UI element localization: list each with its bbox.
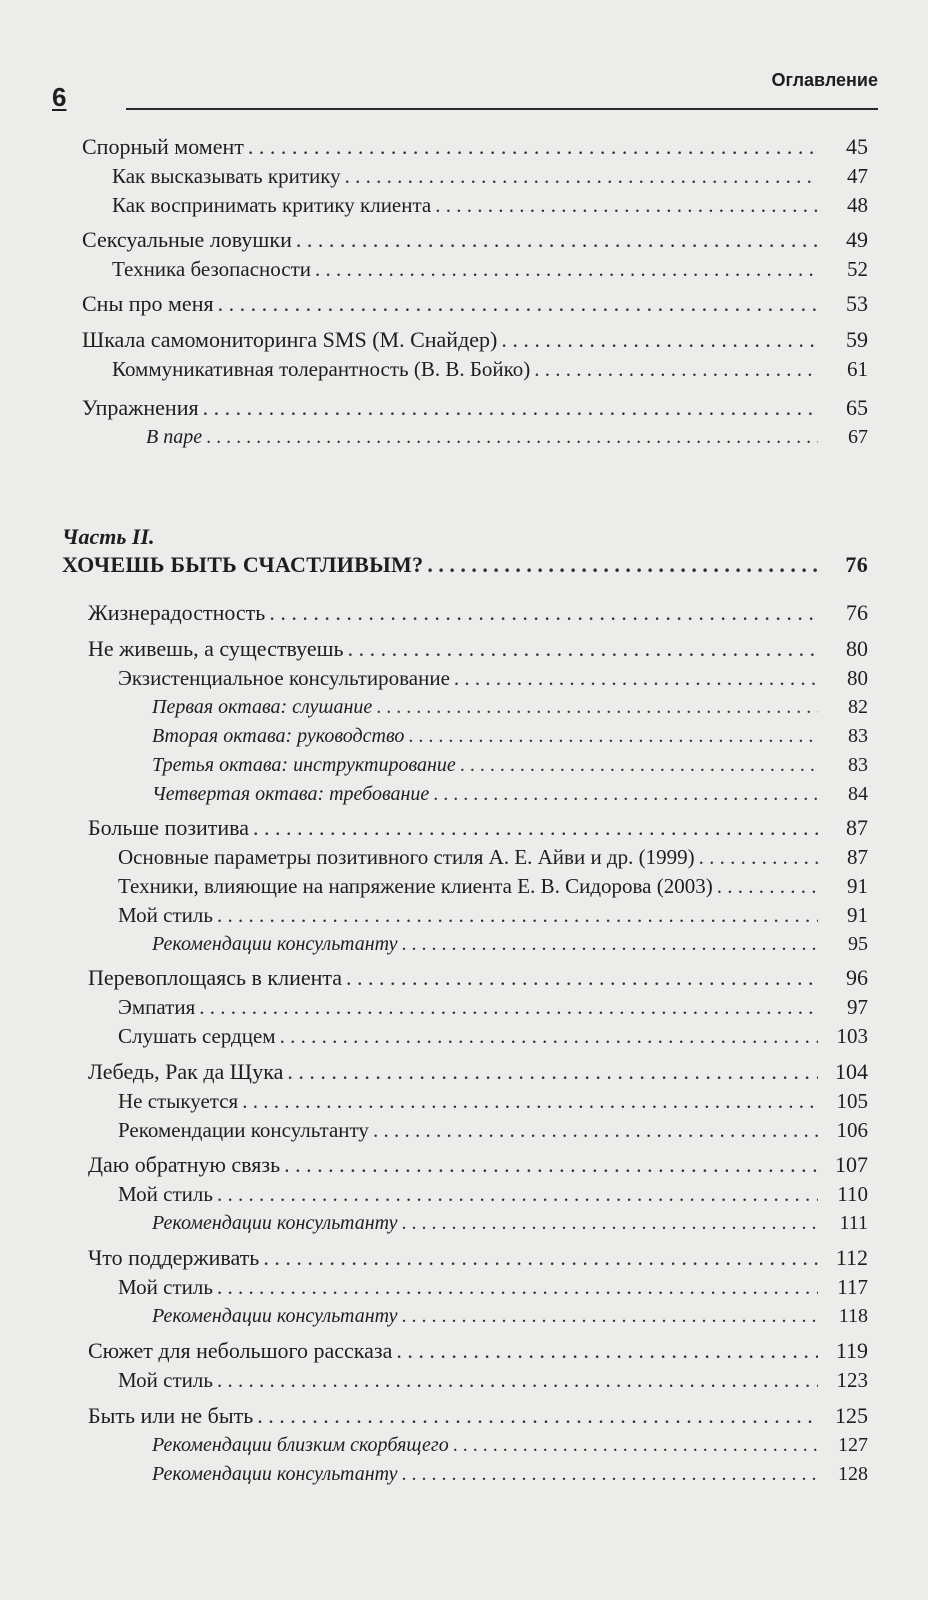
dot-leader [401,929,818,959]
dot-leader [242,1086,818,1116]
toc-entry-title: Рекомендации близким скорбящего [152,1434,449,1456]
dot-leader [217,1179,818,1209]
toc-entry-title: Мой стиль [118,1275,213,1299]
dot-leader [218,289,818,319]
toc-entry [118,1365,868,1395]
toc-entry-page: 59 [846,327,868,352]
toc-entry [118,1086,868,1116]
dot-leader [453,1430,818,1460]
toc-entry-page: 111 [839,1212,868,1234]
toc-entry [118,992,868,1022]
running-title: Оглавление [771,70,878,90]
toc-entry-title: Быть или не быть [88,1403,254,1428]
toc-entry-page: 119 [835,1338,868,1363]
dot-leader [287,1057,818,1087]
toc-entry [118,1021,868,1051]
toc-entry-title: Упражнения [82,395,199,420]
toc-entry [88,634,868,664]
toc-entry-title: Вторая октава: руководство [152,725,405,747]
toc-entry-page: 61 [847,357,868,381]
toc-entry-title: Слушать сердцем [118,1024,276,1048]
dot-leader [248,132,818,162]
toc-entry-page: 118 [838,1305,868,1327]
toc-entry-title: Как высказывать критику [112,164,341,188]
toc-entry [62,550,868,580]
toc-entry-title: Экзистенциальное консультирование [118,666,450,690]
toc-entry-title: Третья октава: инструктирование [152,754,456,776]
dot-leader [433,779,818,809]
toc-entry-title: Сюжет для небольшого рассказа [88,1338,393,1363]
toc-entry [82,325,868,355]
toc-entry-title: Первая октава: слушание [152,696,373,718]
toc-entry-page: 117 [837,1275,868,1299]
toc-entry-page: 87 [847,845,868,869]
toc-entry-title: В паре [146,426,203,448]
toc-entry-title: Мой стиль [118,1182,213,1206]
toc-entry-page: 96 [846,965,868,990]
toc-entry-page: 84 [848,783,868,805]
toc-entry-page: 47 [847,164,868,188]
toc-entry-title: Не живешь, а существуешь [88,636,344,661]
toc-entry-title: Эмпатия [118,995,196,1019]
dot-leader [206,422,818,452]
toc-entry-title: Шкала самомониторинга SMS (М. Снайдер) [82,327,498,352]
dot-leader [396,1336,818,1366]
toc-entry-title: Даю обратную связь [88,1152,281,1177]
toc-entry-page: 45 [846,134,868,159]
toc-entry [152,1430,868,1460]
dot-leader [217,1365,818,1395]
toc-entry [118,871,868,901]
toc-entry-title: Как воспринимать критику клиента [112,193,432,217]
toc-entry-title: Основные параметры позитивного стиля А. Е. Айви и др. (1999) [118,845,695,869]
toc-entry [152,750,868,780]
dot-leader [401,1459,818,1489]
toc-entry [146,422,868,452]
toc-entry [88,1057,868,1087]
toc-entry [152,1208,868,1238]
toc-entry [152,692,868,722]
dot-leader [401,1208,818,1238]
toc-entry-page: 110 [837,1182,868,1206]
toc-entry-title: Коммуникативная толерантность (В. В. Бойко) [112,357,531,381]
toc-entry-title: Техника безопасности [112,257,312,281]
toc-entry-title: Техники, влияющие на напряжение клиента Е. В. Сидорова (2003) [118,874,713,898]
toc-entry-page: 67 [848,426,868,448]
dot-leader [427,550,818,580]
toc-entry-title: Рекомендации консультанту [152,1463,398,1485]
toc-entry [152,721,868,751]
toc-entry-title: Сны про меня [82,291,214,316]
toc-entry [118,1115,868,1145]
toc-entry-title: Не стыкуется [118,1089,239,1113]
toc-entry-page: 106 [836,1118,868,1142]
toc-entry-title: Сексуальные ловушки [82,227,292,252]
toc-entry-page: 65 [846,395,868,420]
toc-entry [112,254,868,284]
toc-entry-page: 49 [846,227,868,252]
toc-entry [88,1150,868,1180]
toc-entry [152,929,868,959]
dot-leader [373,1115,818,1145]
dot-leader [203,393,818,423]
toc-entry [112,354,868,384]
toc-entry-page: 103 [836,1024,868,1048]
toc-entry [152,1459,868,1489]
toc-entry-page: 80 [847,666,868,690]
toc-entry-title: Жизнерадостность [88,600,266,625]
dot-leader [408,721,818,751]
toc-entry-page: 76 [846,600,868,625]
part-label: Часть II. [62,524,155,549]
toc-entry [118,663,868,693]
toc-entry-title: Больше позитива [88,815,250,840]
toc-entry-page: 104 [835,1059,868,1084]
toc-entry-title: Рекомендации консультанту [152,933,398,955]
toc-entry-page: 52 [847,257,868,281]
toc-entry [88,963,868,993]
toc-entry [152,1301,868,1331]
toc-entry-page: 91 [847,903,868,927]
toc-entry [112,161,868,191]
toc-entry [82,289,868,319]
toc-entry-page: 105 [836,1089,868,1113]
toc-entry-page: 87 [846,815,868,840]
toc-entry [118,842,868,872]
toc-entry [118,900,868,930]
toc-entry [118,1272,868,1302]
toc-entry [118,1179,868,1209]
toc-entry-title: Рекомендации консультанту [152,1212,398,1234]
dot-leader [454,663,818,693]
toc-entry [88,1401,868,1431]
dot-leader [257,1401,818,1431]
toc-entry-page: 83 [848,725,868,747]
toc-entry-page: 97 [847,995,868,1019]
toc-entry-title: Рекомендации консультанту [118,1118,369,1142]
dot-leader [217,900,818,930]
dot-leader [217,1272,818,1302]
toc-entry-title: ХОЧЕШЬ БЫТЬ СЧАСТЛИВЫМ? [62,552,424,577]
dot-leader [534,354,818,384]
toc-entry-title: Перевоплощаясь в клиента [88,965,343,990]
toc-entry-page: 76 [845,552,868,577]
dot-leader [699,842,818,872]
dot-leader [280,1021,818,1051]
dot-leader [346,963,818,993]
toc-entry-page: 128 [838,1463,868,1485]
toc-entry-page: 95 [848,933,868,955]
dot-leader [501,325,818,355]
page-number: 6 [52,82,67,112]
toc-entry [82,132,868,162]
toc-entry [82,225,868,255]
dot-leader [284,1150,818,1180]
toc-entry-title: Рекомендации консультанту [152,1305,398,1327]
toc-entry-title: Что поддерживать [88,1245,260,1270]
dot-leader [435,190,818,220]
toc-entry-page: 125 [835,1403,868,1428]
dot-leader [376,692,818,722]
toc-entry-page: 83 [848,754,868,776]
toc-entry-page: 53 [846,291,868,316]
dot-leader [263,1243,818,1273]
toc-entry-title: Лебедь, Рак да Щука [88,1059,284,1084]
toc-entry [152,779,868,809]
toc-entry-page: 82 [848,696,868,718]
dot-leader [253,813,818,843]
dot-leader [296,225,818,255]
toc-entry-page: 80 [846,636,868,661]
dot-leader [401,1301,818,1331]
toc-entry-page: 91 [847,874,868,898]
toc-entry-page: 48 [847,193,868,217]
toc-entry-page: 112 [835,1245,868,1270]
dot-leader [460,750,818,780]
dot-leader [269,598,818,628]
toc-entry-title: Четвертая октава: требование [152,783,430,805]
dot-leader [345,161,818,191]
dot-leader [199,992,818,1022]
dot-leader [348,634,818,664]
dot-leader [315,254,818,284]
dot-leader [717,871,818,901]
toc-entry [112,190,868,220]
toc-entry [88,1336,868,1366]
toc-entry [82,393,868,423]
toc-entry-page: 123 [836,1368,868,1392]
toc-entry-page: 107 [835,1152,868,1177]
toc-entry-page: 127 [838,1434,868,1456]
toc-entry [88,598,868,628]
toc-entry [88,813,868,843]
toc-entry-title: Спорный момент [82,134,244,159]
toc-entry-title: Мой стиль [118,903,213,927]
toc-entry-title: Мой стиль [118,1368,213,1392]
toc-entry [88,1243,868,1273]
